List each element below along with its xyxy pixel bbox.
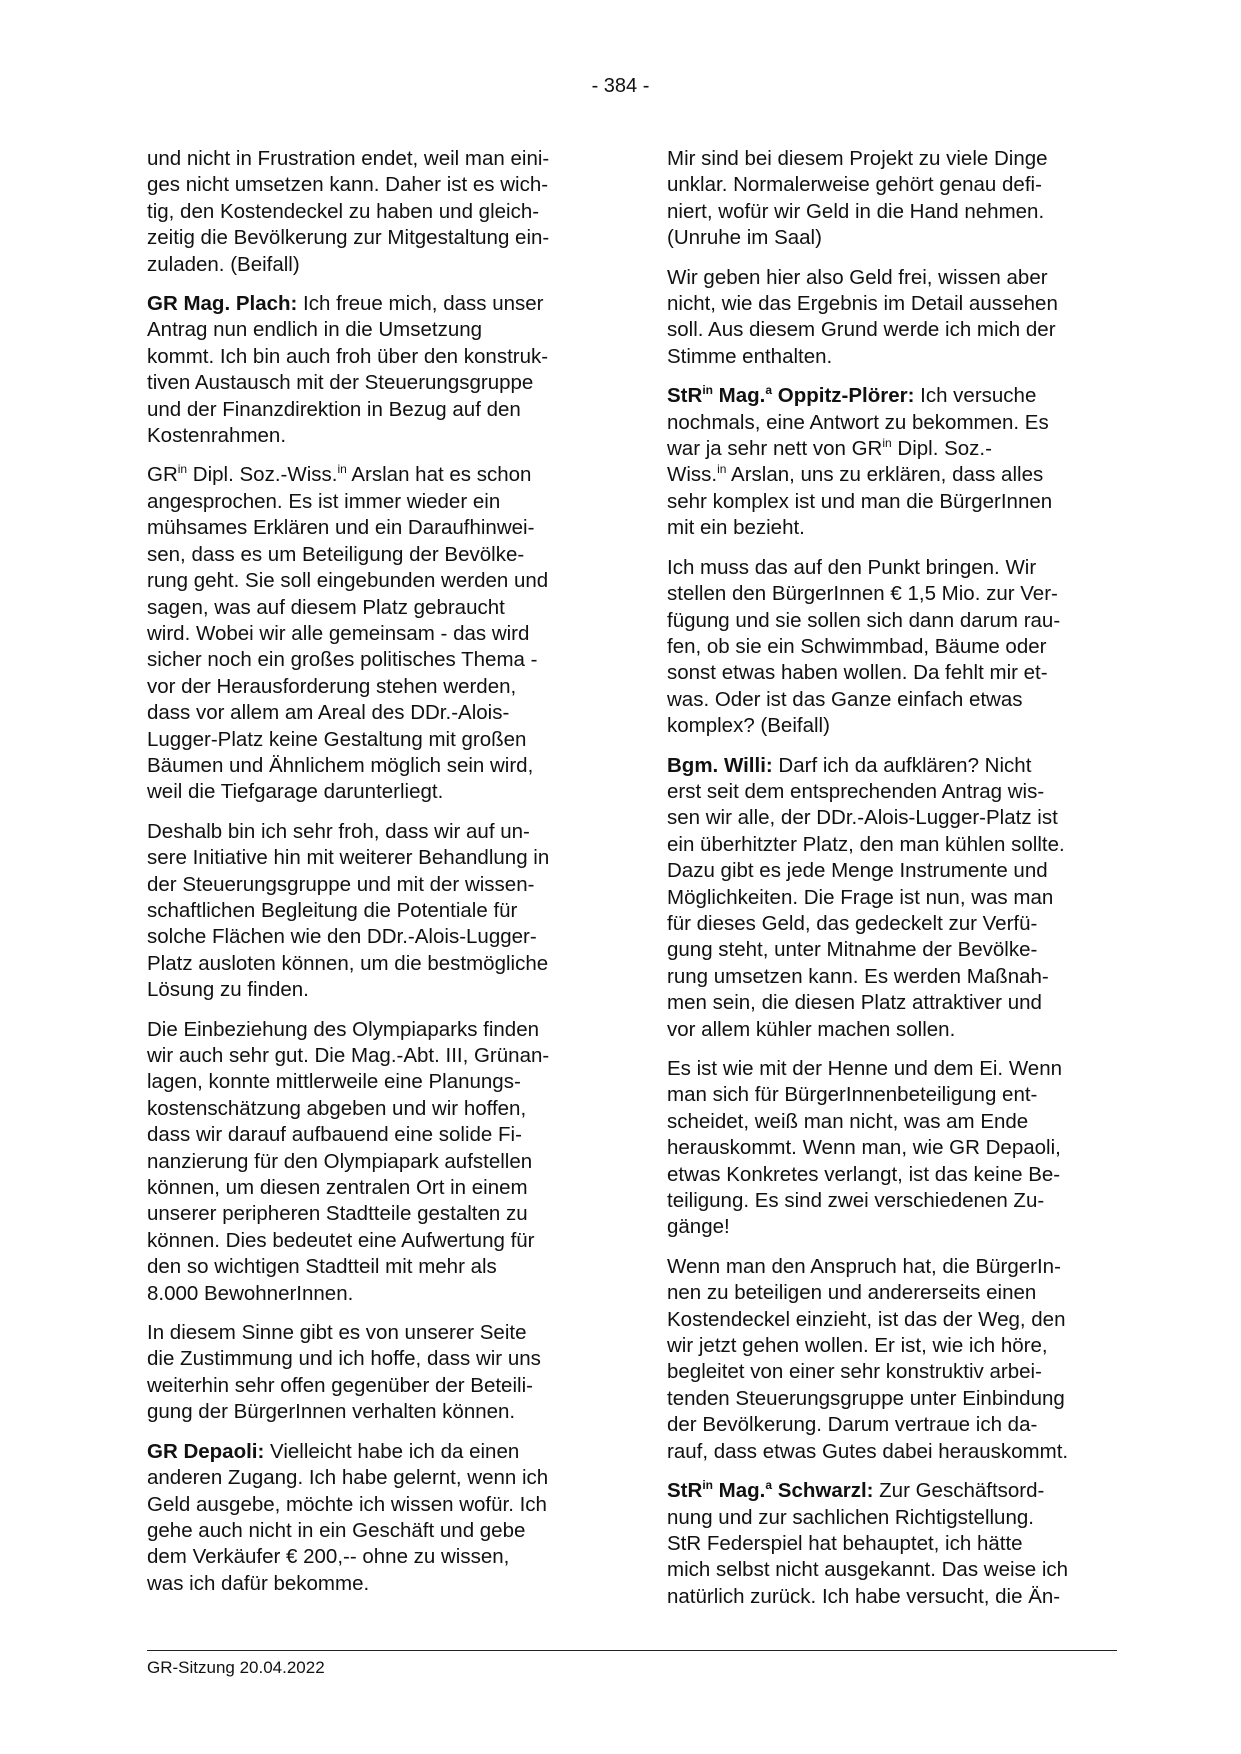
paragraph-text: Darf ich da aufklären? Nicht erst seit dem entsprechenden Antrag wis- sen wir alle, der DDr.-Alois-Lugger-Platz ist ein überhitzter Platz, den man kühlen sollte. Dazu gibt es jede Menge Instrumente und Möglichkeiten. Die Frage ist nun, was man für dieses Geld, das gedeckelt zur Verfü- gung steht, unter Mitnahme der Bevölke- rung umsetzen kann. Es werden Maßnah- men sein, die diesen Platz attraktiver und vor allem kühler machen sollen.	[667, 753, 1065, 1041]
paragraph-text: Zur Geschäftsord- nung und zur sachlichen Richtigstellung. StR Federspiel hat behauptet, ich hätte mich selbst nicht ausgekannt. Das weise ich natürlich zurück. Ich habe versucht, die Än-	[667, 1479, 1069, 1608]
speaker-surname: Oppitz-Plörer:	[772, 384, 915, 408]
superscript: in	[882, 436, 892, 451]
footer-session-date: GR-Sitzung 20.04.2022	[147, 1658, 325, 1677]
paragraph-text: Arslan hat es schon angesprochen. Es ist immer wieder ein mühsames Erklären und ein Daraufhinwei- sen, dass es um Beteiligung der Bevölke- rung geht. Sie soll eingebunden werden und sagen, was auf diesem Platz gebraucht wird. Wobei wir alle gemeinsam - das wird sicher noch ein großes politisches Thema - vor der Herausforderung stehen werden, dass vor allem am Areal des DDr.-Alois- Lugger-Platz keine Gestaltung mit großen Bäumen und Ähnlichem möglich sein wird, weil die Tiefgarage darunterliegt.	[147, 463, 549, 804]
paragraph-text: Vielleicht habe ich da einen anderen Zugang. Ich habe gelernt, wenn ich Geld ausgebe, möchte ich wissen wofür. Ich gehe auch nicht in ein Geschäft und gebe dem Verkäufer € 200,-- ohne zu wissen, was ich dafür bekomme.	[147, 1439, 549, 1595]
paragraph-text: Dipl. Soz.-Wiss.	[187, 463, 338, 487]
speaker-title: Mag.	[712, 1479, 766, 1503]
paragraph: Es ist wie mit der Henne und dem Ei. Wenn man sich für BürgerInnenbeteiligung ent- scheidet, weiß man nicht, was am Ende herauskommt. Wenn man, wie GR Depaoli, etwas Konkretes verlangt, ist das keine Be- teiligung. Es sind zwei verschiedenen Zu- gänge!	[667, 1057, 1062, 1239]
page-number: - 384 -	[591, 75, 650, 97]
superscript: a	[765, 383, 773, 398]
paragraph: Wir geben hier also Geld frei, wissen aber nicht, wie das Ergebnis im Detail aussehen soll. Aus diesem Grund werde ich mich der Stimme enthalten.	[667, 265, 1058, 368]
speaker-name	[667, 384, 914, 407]
paragraph	[147, 291, 597, 449]
superscript: in	[337, 462, 347, 477]
paragraph: Ich muss das auf den Punkt bringen. Wir stellen den BürgerInnen € 1,5 Mio. zur Ver- fügung und sie sollen sich dann darum rau- fen, ob sie ein Schwimmbad, Bäume oder sonst etwas haben wollen. Da fehlt mir et- was. Oder ist das Ganze einfach etwas komplex? (Beifall)	[667, 555, 1061, 738]
paragraph: Deshalb bin ich sehr froh, dass wir auf un- sere Initiative hin mit weiterer Behandlung in der Steuerungsgruppe und mit der wissen- schaftlichen Begleitung die Potentiale für solche Flächen wie den DDr.-Alois-Lugger- Platz ausloten können, um die bestmögliche Lösung zu finden.	[147, 819, 550, 1002]
paragraph-text: GR	[147, 463, 178, 487]
paragraph	[147, 462, 597, 805]
superscript: in	[717, 462, 727, 477]
speaker-name: Bgm. Willi:	[667, 753, 773, 777]
superscript: in	[702, 1478, 713, 1493]
speaker-surname: Schwarzl:	[772, 1479, 874, 1503]
speaker-name: GR Mag. Plach:	[147, 292, 298, 316]
speaker-title: StR	[667, 384, 703, 408]
superscript: a	[765, 1478, 773, 1493]
paragraph	[667, 383, 1117, 541]
superscript: in	[702, 383, 713, 398]
paragraph-text: Ich versuche nochmals, eine Antwort zu bekommen. Es war ja sehr nett von GR	[667, 384, 1049, 461]
paragraph: Wenn man den Anspruch hat, die BürgerIn- nen zu beteiligen und andererseits einen Kostendeckel einzieht, ist das der Weg, den wir jetzt gehen wollen. Er ist, wie ich höre, begleitet von einer sehr konstruktiv arbei- tenden Steuerungsgruppe unter Einbindung der Bevölkerung. Darum vertraue ich da- rauf, dass etwas Gutes dabei herauskommt.	[667, 1254, 1069, 1463]
paragraph	[667, 1478, 1117, 1610]
footer-divider	[147, 1650, 1117, 1651]
left-column	[147, 146, 597, 1610]
speaker-name	[667, 1479, 873, 1502]
right-column	[667, 146, 1117, 1623]
paragraph-text: Ich freue mich, dass unser Antrag nun endlich in die Umsetzung kommt. Ich bin auch froh über den konstruk- tiven Austausch mit der Steuerungsgruppe und der Finanzdirektion in Bezug auf den Kostenrahmen.	[147, 292, 549, 448]
paragraph-text: Arslan, uns zu erklären, dass alles sehr komplex ist und man die BürgerInnen mit ein bezieht.	[667, 463, 1053, 540]
speaker-title: Mag.	[712, 384, 766, 408]
speaker-name: GR Depaoli:	[147, 1439, 265, 1463]
paragraph	[147, 1439, 597, 1597]
paragraph-text: Dipl. Soz.- Wiss.	[667, 437, 992, 487]
paragraph: und nicht in Frustration endet, weil man eini- ges nicht umsetzen kann. Daher ist es wich- tig, den Kostendeckel zu haben und gleich- zeitig die Bevölkerung zur Mitgestaltung ein- zuladen. (Beifall)	[147, 147, 550, 276]
superscript: in	[177, 462, 188, 477]
paragraph: Die Einbeziehung des Olympiaparks finden wir auch sehr gut. Die Mag.-Abt. III, Grünan- lagen, konnte mittlerweile eine Planungs- kostenschätzung abgeben und wir hoffen, dass wir darauf aufbauend eine solide Fi- nanzierung für den Olympiapark aufstellen können, um diesen zentralen Ort in einem unserer peripheren Stadtteile gestalten zu können. Dies bedeutet eine Aufwertung für den so wichtigen Stadtteil mit mehr als 8.000 BewohnerInnen.	[147, 1017, 550, 1305]
paragraph: Mir sind bei diesem Projekt zu viele Dinge unklar. Normalerweise gehört genau defi- niert, wofür wir Geld in die Hand nehmen. (Unruhe im Saal)	[667, 147, 1048, 250]
paragraph	[667, 753, 1117, 1043]
speaker-title: StR	[667, 1479, 703, 1503]
paragraph: In diesem Sinne gibt es von unserer Seite die Zustimmung und ich hoffe, dass wir uns weiterhin sehr offen gegenüber der Beteili- gung der BürgerInnen verhalten können.	[147, 1321, 541, 1424]
